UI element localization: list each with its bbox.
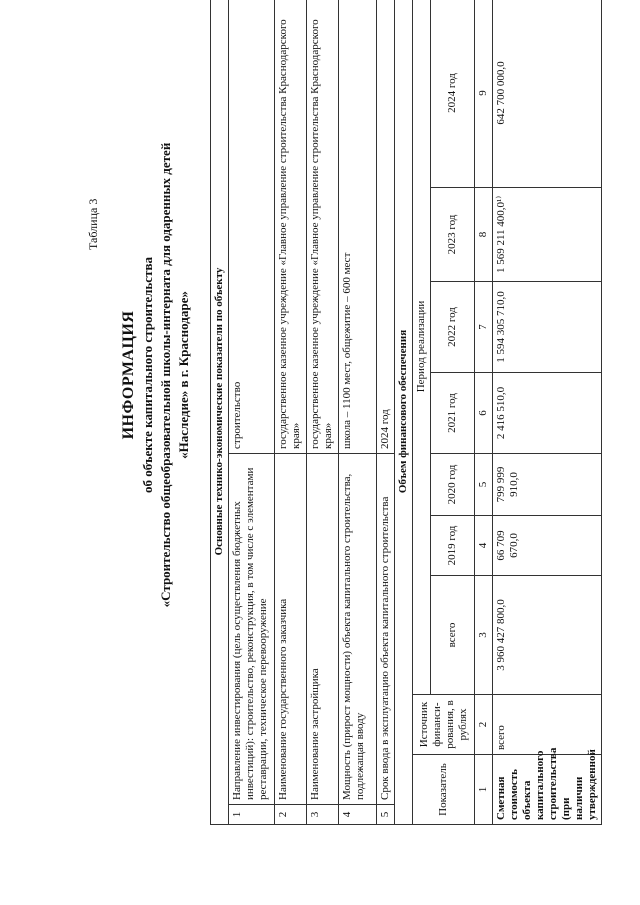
period-column-header: Период реализации bbox=[413, 0, 431, 695]
column-number: 6 bbox=[475, 373, 493, 454]
table-row bbox=[275, 0, 307, 825]
column-number: 9 bbox=[475, 0, 493, 188]
source-column-header: Источник финанси-рования, в рублях bbox=[413, 695, 475, 755]
column-number-row bbox=[475, 0, 493, 825]
value-cell: 1 594 305 710,0 bbox=[493, 282, 602, 373]
row-value: государственное казенное учреждение «Главное управление строительства Краснодарского края» bbox=[307, 0, 339, 454]
row-number: 5 bbox=[377, 805, 395, 825]
row-number: 4 bbox=[339, 805, 377, 825]
value-cell: 2 416 510,0 bbox=[493, 373, 602, 454]
finance-header-row bbox=[413, 0, 431, 825]
value-cell: 642 700 000,0 bbox=[493, 0, 602, 188]
indicator-cell: Сметная стоимость объекта капитального строительства (при наличии утвержденной bbox=[493, 755, 602, 825]
column-number: 1 bbox=[475, 755, 493, 825]
column-number: 2 bbox=[475, 695, 493, 755]
row-label: Наименование государственного заказчика bbox=[275, 454, 307, 805]
section2-header-row bbox=[395, 0, 413, 825]
section1-header-row bbox=[211, 0, 229, 825]
column-number: 5 bbox=[475, 454, 493, 516]
section2-header: Объем финансового обеспечения bbox=[395, 0, 413, 825]
document-title: ИНФОРМАЦИЯ bbox=[120, 310, 137, 440]
info-table bbox=[210, 0, 602, 825]
row-value: государственное казенное учреждение «Главное управление строительства Краснодарского края» bbox=[275, 0, 307, 454]
row-label: Направление инвестирования (цель осуществления бюджетных инвестиций): строительство, реконструкция, в том числе с элементами реставрации, техническое перевооружение bbox=[229, 454, 275, 805]
total-column-header: всего bbox=[431, 576, 475, 695]
year-column-header: 2023 год bbox=[431, 188, 475, 282]
document-subtitle-3: «Наследие» в г. Краснодаре» bbox=[176, 291, 191, 459]
row-label: Срок ввода в эксплуатацию объекта капитального строительства bbox=[377, 454, 395, 805]
row-value: строительство bbox=[229, 0, 275, 454]
table-row bbox=[229, 0, 275, 825]
table-number-label: Таблица 3 bbox=[86, 198, 100, 250]
value-cell: 3 960 427 800,0 bbox=[493, 576, 602, 695]
year-column-header: 2024 год bbox=[431, 0, 475, 188]
column-number: 3 bbox=[475, 576, 493, 695]
row-value: 2024 год bbox=[377, 0, 395, 454]
table-row bbox=[493, 0, 602, 825]
row-label: Наименование застройщика bbox=[307, 454, 339, 805]
source-cell: всего bbox=[493, 695, 602, 755]
year-column-header: 2020 год bbox=[431, 454, 475, 516]
column-number: 7 bbox=[475, 282, 493, 373]
column-number: 8 bbox=[475, 188, 493, 282]
table-row bbox=[307, 0, 339, 825]
table-row bbox=[377, 0, 395, 825]
year-column-header: 2021 год bbox=[431, 373, 475, 454]
value-cell: 1 569 211 400,0¹⁾ bbox=[493, 188, 602, 282]
document-subtitle-1: об объекте капитального строительства bbox=[140, 257, 155, 493]
document-subtitle-2: «Строительство общеобразовательной школы-интерната для одаренных детей bbox=[158, 142, 173, 608]
row-label: Мощность (прирост мощности) объекта капитального строительства, подлежащая вводу bbox=[339, 454, 377, 805]
row-number: 1 bbox=[229, 805, 275, 825]
indicator-column-header: Показатель bbox=[413, 755, 475, 825]
column-number: 4 bbox=[475, 516, 493, 576]
value-cell: 799 999 910,0 bbox=[493, 454, 602, 516]
section1-header: Основные технико-экономические показатели по объекту bbox=[211, 0, 229, 825]
row-number: 2 bbox=[275, 805, 307, 825]
row-number: 3 bbox=[307, 805, 339, 825]
value-cell: 66 709 670,0 bbox=[493, 516, 602, 576]
table-row bbox=[339, 0, 377, 825]
row-value: школа – 1100 мест, общежитие – 600 мест bbox=[339, 0, 377, 454]
year-column-header: 2019 год bbox=[431, 516, 475, 576]
year-column-header: 2022 год bbox=[431, 282, 475, 373]
